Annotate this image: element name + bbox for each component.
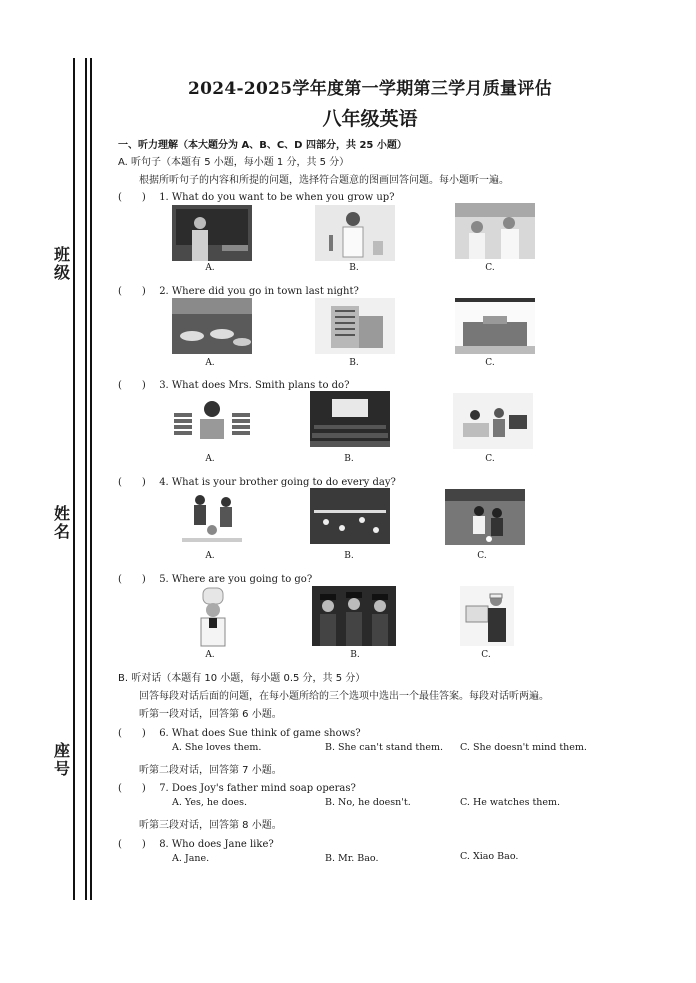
part-b-heading: B. 听对话（本题有 10 小题，每小题 0.5 分，共 5 分） — [118, 673, 366, 684]
answer-blank[interactable]: ( ) — [118, 728, 146, 739]
cinema-photo — [310, 391, 390, 447]
exam-title: 2024-2025学年度第一学期第三学月质量评估 — [188, 79, 552, 99]
question-1 — [118, 188, 395, 203]
watching-tv-photo — [453, 393, 533, 449]
option-b-label: B. — [344, 454, 354, 464]
option-b-label: B. — [349, 263, 359, 273]
scientist-photo — [315, 205, 395, 261]
option-a-label: A. — [205, 551, 215, 561]
question-8 — [118, 835, 274, 850]
answer-blank[interactable]: ( ) — [118, 574, 146, 585]
answer-blank[interactable]: ( ) — [118, 839, 146, 850]
dialogue-lead: 听第一段对话，回答第 6 小题。 — [139, 709, 282, 720]
option-b-label: B. — [344, 551, 354, 561]
option-c-label: C. — [481, 650, 491, 660]
volleyball-photo — [310, 488, 390, 544]
basketball-photo — [172, 490, 252, 546]
question-text: 5. Where are you going to go? — [159, 574, 313, 585]
option-a-label: A. — [205, 263, 215, 273]
question-text: 6. What does Sue think of game shows? — [159, 728, 361, 739]
option-b[interactable]: B. No, he doesn't. — [325, 797, 411, 808]
answer-blank[interactable]: ( ) — [118, 477, 146, 488]
option-c-label: C. — [485, 358, 495, 368]
part-a-instruction: 根据所听句子的内容和所提的问题，选择符合题意的图画回答问题。每小题听一遍。 — [139, 175, 509, 186]
question-text: 7. Does Joy's father mind soap operas? — [159, 783, 356, 794]
answer-blank[interactable]: ( ) — [118, 783, 146, 794]
restaurant-photo — [172, 298, 252, 354]
option-a[interactable]: A. Yes, he does. — [172, 797, 247, 808]
option-c-label: C. — [477, 551, 487, 561]
option-c-label: C. — [485, 454, 495, 464]
chef-photo — [185, 586, 241, 648]
option-b-label: B. — [349, 358, 359, 368]
binding-line-3 — [90, 58, 92, 900]
option-a-label: A. — [205, 650, 215, 660]
teacher-photo — [172, 205, 252, 261]
part-a-heading: A. 听句子（本题有 5 小题，每小题 1 分，共 5 分） — [118, 157, 350, 168]
question-text: 4. What is your brother going to do every day? — [159, 477, 396, 488]
question-text: 3. What does Mrs. Smith plans to do? — [159, 380, 350, 391]
option-a[interactable]: A. She loves them. — [172, 742, 262, 753]
soccer-photo — [445, 489, 525, 545]
name-label: 姓名 — [53, 504, 70, 541]
question-7 — [118, 779, 356, 794]
doctors-photo — [455, 203, 535, 259]
answer-blank[interactable]: ( ) — [118, 192, 146, 203]
class-label: 班级 — [53, 245, 70, 282]
question-3 — [118, 376, 349, 391]
question-4 — [118, 473, 396, 488]
engineer-photo — [460, 586, 514, 646]
option-c[interactable]: C. She doesn't mind them. — [460, 742, 587, 753]
building-photo — [455, 298, 535, 354]
question-5 — [118, 570, 312, 585]
subject-title: 八年级英语 — [322, 108, 418, 130]
question-text: 8. Who does Jane like? — [159, 839, 274, 850]
option-b-label: B. — [350, 650, 360, 660]
question-text: 1. What do you want to be when you grow up? — [159, 192, 395, 203]
option-c-label: C. — [485, 263, 495, 273]
option-a[interactable]: A. Jane. — [172, 853, 210, 864]
option-b[interactable]: B. Mr. Bao. — [325, 853, 379, 864]
answer-blank[interactable]: ( ) — [118, 380, 146, 391]
dialogue-lead: 听第二段对话，回答第 7 小题。 — [139, 765, 282, 776]
option-a-label: A. — [205, 454, 215, 464]
seat-label: 座号 — [53, 741, 70, 778]
binding-line-1 — [73, 58, 75, 900]
option-c[interactable]: C. He watches them. — [460, 797, 561, 808]
option-c[interactable]: C. Xiao Bao. — [460, 851, 519, 862]
answer-blank[interactable]: ( ) — [118, 286, 146, 297]
part-b-instruction: 回答每段对话后面的问题，在每小题所给的三个选项中选出一个最佳答案。每段对话听两遍。 — [139, 691, 549, 702]
option-a-label: A. — [205, 358, 215, 368]
binding-line-2 — [85, 58, 87, 900]
question-6 — [118, 724, 361, 739]
hospital-photo — [315, 298, 395, 354]
reading-books-photo — [172, 393, 252, 449]
section-heading: 一、听力理解（本大题分为 A、B、C、D 四部分，共 25 小题） — [118, 140, 407, 151]
question-text: 2. Where did you go in town last night? — [159, 286, 359, 297]
dialogue-lead: 听第三段对话，回答第 8 小题。 — [139, 820, 282, 831]
option-b[interactable]: B. She can't stand them. — [325, 742, 444, 753]
question-2 — [118, 282, 359, 297]
police-photo — [312, 586, 396, 646]
